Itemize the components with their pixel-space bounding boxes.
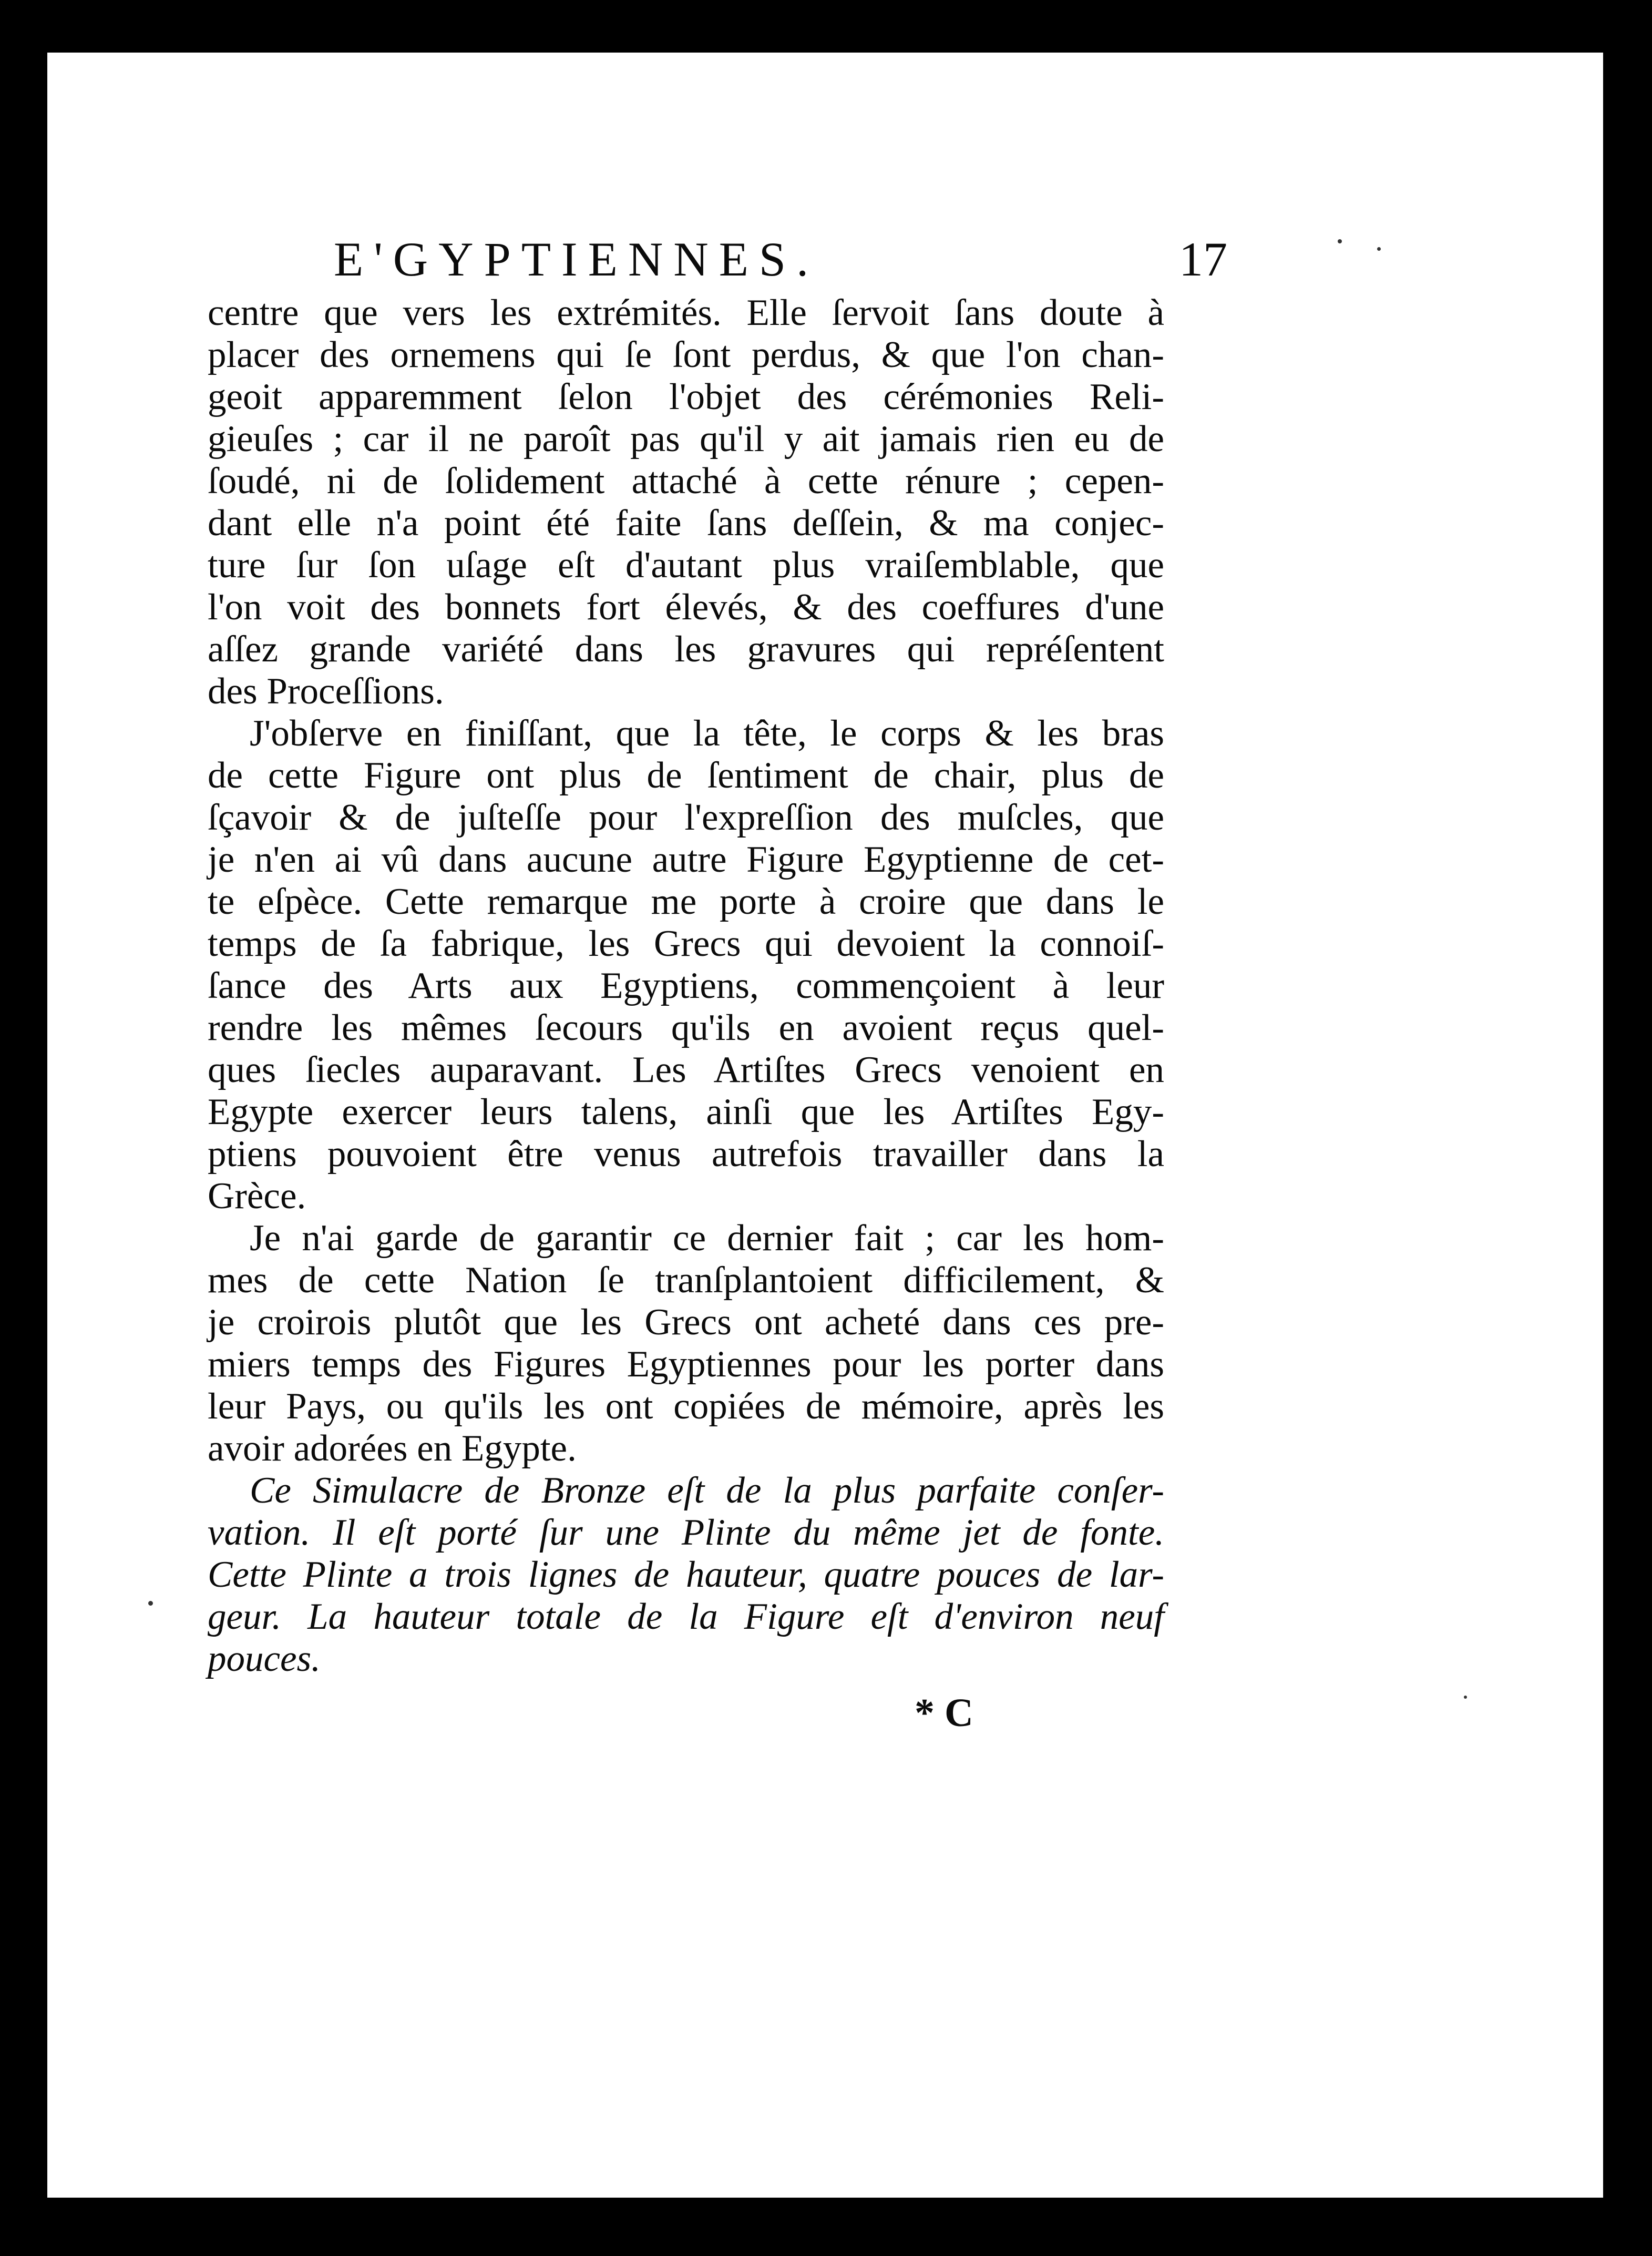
- text-line: aſſez grande variété dans les gravures qui repréſentent: [208, 629, 1164, 670]
- text-line: de cette Figure ont plus de ſentiment de chair, plus de: [208, 755, 1164, 796]
- text-line: dant elle n'a point été faite ſans deſſein, & ma conjec-: [208, 503, 1164, 544]
- text-line: rendre les mêmes ſecours qu'ils en avoient reçus quel-: [208, 1007, 1164, 1048]
- text-line: J'obſerve en finiſſant, que la tête, le corps & les bras: [250, 713, 1164, 754]
- page-speck: [148, 1601, 153, 1606]
- text-line: Ce Simulacre de Bronze eſt de la plus parfaite conſer-: [250, 1470, 1164, 1511]
- text-line: te eſpèce. Cette remarque me porte à croire que dans le: [208, 881, 1164, 922]
- text-line: ſçavoir & de juſteſſe pour l'expreſſion des muſcles, que: [208, 797, 1164, 838]
- text-line: mes de cette Nation ſe tranſplantoient difficilement, &: [208, 1260, 1164, 1301]
- text-line: vation. Il eſt porté ſur une Plinte du même jet de fonte.: [208, 1512, 1164, 1553]
- paragraph-3: [208, 1217, 1164, 1469]
- page-speck: [1377, 247, 1381, 251]
- paragraph-2: [208, 712, 1164, 1217]
- text-line: geur. La hauteur totale de la Figure eſt d'environ neuf: [208, 1596, 1164, 1637]
- text-line: gieuſes ; car il ne paroît pas qu'il y ait jamais rien eu de: [208, 418, 1164, 460]
- running-title: E'GYPTIENNES.: [334, 232, 819, 286]
- text-line: ſoudé, ni de ſolidement attaché à cette rénure ; cepen-: [208, 461, 1164, 502]
- running-head: [208, 231, 1227, 289]
- text-line: je n'en ai vû dans aucune autre Figure Egyptienne de cet-: [208, 839, 1164, 880]
- text-line: geoit apparemment ſelon l'objet des cérémonies Reli-: [208, 376, 1164, 417]
- text-line: ture ſur ſon uſage eſt d'autant plus vraiſemblable, que: [208, 545, 1164, 586]
- paragraph-4-italic: [208, 1469, 1164, 1680]
- text-line: Egypte exercer leurs talens, ainſi que les Artiſtes Egy-: [208, 1091, 1164, 1132]
- text-line: ques ſiecles auparavant. Les Artiſtes Grecs venoient en: [208, 1049, 1164, 1090]
- text-line: ſance des Arts aux Egyptiens, commençoient à leur: [208, 965, 1164, 1006]
- text-line: temps de ſa fabrique, les Grecs qui devoient la connoiſ-: [208, 923, 1164, 964]
- text-line: ptiens pouvoient être venus autrefois travailler dans la: [208, 1134, 1164, 1175]
- page-speck: [1464, 1696, 1467, 1699]
- text-line: Je n'ai garde de garantir ce dernier fait ; car les hom-: [250, 1218, 1164, 1259]
- text-line: des Proceſſions.: [208, 671, 444, 712]
- text-line: je croirois plutôt que les Grecs ont acheté dans ces pre-: [208, 1302, 1164, 1343]
- paragraph-1: [208, 292, 1164, 712]
- body-text: [208, 292, 1164, 1680]
- text-line: Cette Plinte a trois lignes de hauteur, quatre pouces de lar-: [208, 1554, 1164, 1595]
- text-line: centre que vers les extrémités. Elle ſervoit ſans doute à: [208, 292, 1164, 333]
- text-line: leur Pays, ou qu'ils les ont copiées de mémoire, après les: [208, 1386, 1164, 1427]
- text-line: avoir adorées en Egypte.: [208, 1428, 577, 1469]
- page-number: 17: [1179, 232, 1227, 286]
- text-line: miers temps des Figures Egyptiennes pour les porter dans: [208, 1344, 1164, 1385]
- text-line: pouces.: [208, 1638, 321, 1679]
- text-line: placer des ornemens qui ſe ſont perdus, & que l'on chan-: [208, 334, 1164, 375]
- signature-mark: * C: [915, 1691, 973, 1735]
- text-line: l'on voit des bonnets fort élevés, & des coeffures d'une: [208, 587, 1164, 628]
- page-speck: [1338, 239, 1342, 243]
- text-line: Grèce.: [208, 1176, 306, 1217]
